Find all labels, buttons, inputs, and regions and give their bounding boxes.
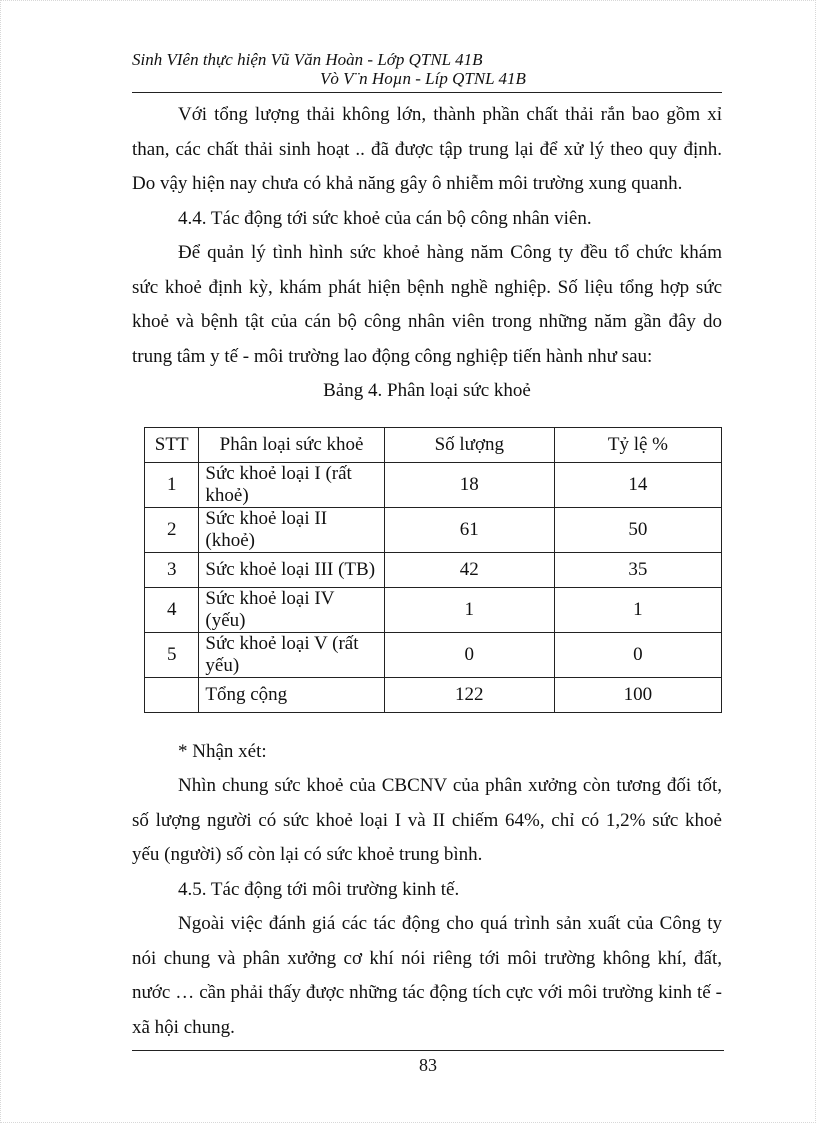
section-heading-4-4: 4.4. Tác động tới sức khoẻ của cán bộ công nhân viên. bbox=[178, 207, 592, 229]
cell-percent: 14 bbox=[554, 462, 721, 507]
cell-total-label: Tổng cộng bbox=[199, 677, 384, 712]
cell-classification: Sức khoẻ loại V (rất yếu) bbox=[199, 632, 384, 677]
cell-quantity: 61 bbox=[384, 507, 554, 552]
health-classification-table bbox=[144, 427, 722, 713]
table-row bbox=[145, 632, 722, 677]
table-total-row bbox=[145, 677, 722, 712]
cell-classification: Sức khoẻ loại II (khoẻ) bbox=[199, 507, 384, 552]
cell-classification: Sức khoẻ loại I (rất khoẻ) bbox=[199, 462, 384, 507]
column-header-quantity: Số lượng bbox=[384, 427, 554, 462]
page-body bbox=[132, 98, 722, 1045]
note-label: * Nhận xét: bbox=[178, 740, 267, 762]
column-header-classification: Phân loại sức khoẻ bbox=[199, 427, 384, 462]
table-row bbox=[145, 552, 722, 587]
table-row bbox=[145, 587, 722, 632]
paragraph-solid-waste: Với tổng lượng thải không lớn, thành phần chất thải rắn bao gồm xỉ than, các chất thải sinh hoạt .. đã được tập trung lại để xử lý theo quy định. Do vậy hiện nay chưa có khả năng gây ô nhiễm môi trường xung quanh. bbox=[132, 104, 722, 194]
page-footer bbox=[132, 1050, 724, 1076]
column-header-percent: Tỷ lệ % bbox=[554, 427, 721, 462]
cell-quantity: 18 bbox=[384, 462, 554, 507]
cell-stt: 2 bbox=[145, 507, 199, 552]
cell-classification: Sức khoẻ loại III (TB) bbox=[199, 552, 384, 587]
cell-stt bbox=[145, 677, 199, 712]
cell-percent: 35 bbox=[554, 552, 721, 587]
cell-percent: 50 bbox=[554, 507, 721, 552]
cell-total-quantity: 122 bbox=[384, 677, 554, 712]
page-header bbox=[132, 50, 732, 88]
table-row bbox=[145, 507, 722, 552]
cell-stt: 4 bbox=[145, 587, 199, 632]
section-heading-4-5: 4.5. Tác động tới môi trường kinh tế. bbox=[178, 878, 460, 900]
cell-stt: 3 bbox=[145, 552, 199, 587]
cell-percent: 0 bbox=[554, 632, 721, 677]
paragraph-assessment: Nhìn chung sức khoẻ của CBCNV của phân xưởng còn tương đối tốt, số lượng người có sức khoẻ loại I và II chiếm 64%, chỉ có 1,2% sức khoẻ yếu (người) số còn lại có sức khoẻ trung bình. bbox=[132, 775, 722, 865]
cell-stt: 1 bbox=[145, 462, 199, 507]
cell-quantity: 42 bbox=[384, 552, 554, 587]
cell-percent: 1 bbox=[554, 587, 721, 632]
paragraph-economic-impact: Ngoài việc đánh giá các tác động cho quá trình sản xuất của Công ty nói chung và phân xưởng cơ khí nói riêng tới môi trường không khí, đất, nước … cần phải thấy được những tác động tích cực với môi trường kinh tế - xã hội chung. bbox=[132, 913, 722, 1038]
cell-classification: Sức khoẻ loại IV (yếu) bbox=[199, 587, 384, 632]
header-line-2: Vò V¨n Hoµn - Líp QTNL 41B bbox=[320, 69, 526, 88]
column-header-stt: STT bbox=[145, 427, 199, 462]
page-number: 83 bbox=[419, 1055, 437, 1075]
paragraph-health-check: Để quản lý tình hình sức khoẻ hàng năm Công ty đều tổ chức khám sức khoẻ định kỳ, khám phát hiện bệnh nghề nghiệp. Số liệu tổng hợp sức khoẻ và bệnh tật của cán bộ công nhân viên trong những năm gần đây do trung tâm y tế - môi trường lao động công nghiệp tiến hành như sau: bbox=[132, 242, 722, 367]
table-row bbox=[145, 462, 722, 507]
cell-quantity: 1 bbox=[384, 587, 554, 632]
cell-quantity: 0 bbox=[384, 632, 554, 677]
table-caption: Bảng 4. Phân loại sức khoẻ bbox=[323, 380, 531, 401]
header-line-1: Sinh VIên thực hiện Vũ Văn Hoàn - Lớp QTNL 41B bbox=[132, 50, 483, 69]
header-rule bbox=[132, 92, 722, 93]
cell-total-percent: 100 bbox=[554, 677, 721, 712]
table-header-row bbox=[145, 427, 722, 462]
cell-stt: 5 bbox=[145, 632, 199, 677]
